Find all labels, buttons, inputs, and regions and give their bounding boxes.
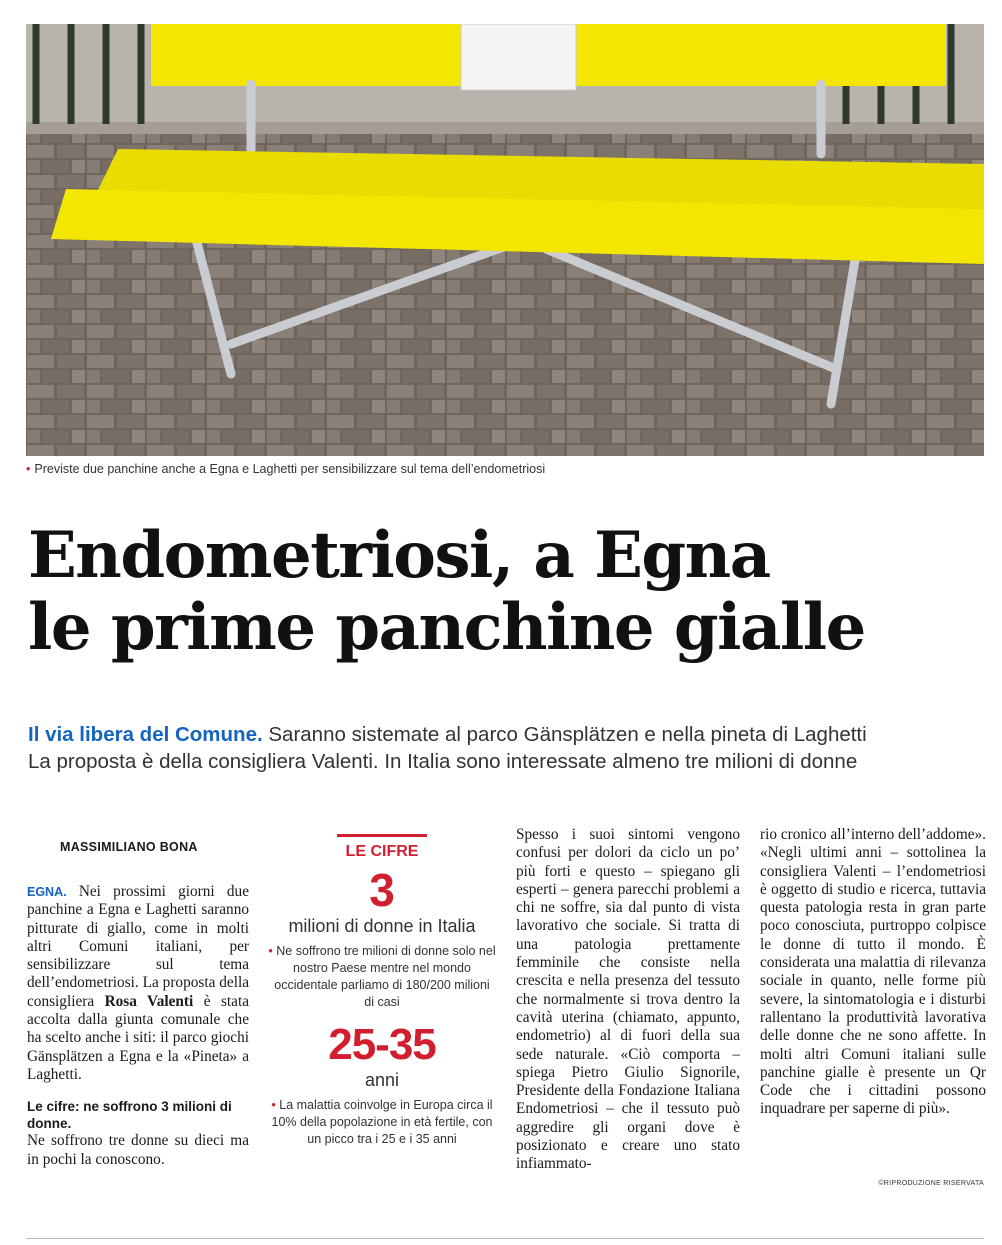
article-column-1	[27, 883, 249, 1169]
article-column-4: rio cronico all’interno dell’addome». «Negli ultimi anni – sottolinea la consigliera Valenti – l’endometriosi è oggetto di studio e ricerca, tuttavia questa patologia resta in gran parte poco conosciuta, purtroppo colpisce le donne di tutto il mondo. È considerata una malattia di rilevanza sociale in quanto, nelle forme più severe, la sintomatologia e i disturbi rallentano la produttività lavorativa delle donne che ne sono affette. In molti altri Comuni italiani sulle panchine gialle è presente un Qr Code che i cittadini possono inquadrare per saperne di più».	[760, 826, 986, 1118]
byline: MASSIMILIANO BONA	[60, 840, 198, 854]
figure-unit-1: milioni di donne in Italia	[288, 916, 476, 936]
subheadline-text-2: La proposta è della consigliera Valenti. In Italia sono interessate almeno tre milioni di donne	[28, 750, 858, 773]
bench-photo	[26, 24, 984, 456]
copyright-notice: ©RIPRODUZIONE RISERVATA	[878, 1180, 984, 1187]
subheadline-lead: Il via libera del Comune.	[28, 723, 263, 746]
headline-line-1: Endometriosi, a Egna	[28, 518, 770, 593]
figure-unit-2: anni	[364, 1070, 400, 1090]
caption-bullet-icon: •	[26, 462, 31, 476]
figures-title: LE CIFRE	[337, 834, 427, 861]
figure-number-1: 3	[369, 864, 395, 916]
figure-note-2	[268, 1097, 496, 1148]
photo-caption	[26, 462, 545, 476]
figures-box	[268, 834, 496, 1148]
article-column-3: Spesso i suoi sintomi vengono confusi per dolori da ciclo un po’ più forti e questo – spiegano gli esperti – genera parecchi problemi a chi ne soffre, sia dal punto di vista lavorativo che sociale. Si tratta di una patologia prettamente femminile che consiste nella crescita e nella presenza del tessuto che normalmente si trova dentro la cavità uterina (chiamato, appunto, endometrio) al di fuori della sua sede naturale. «Ciò comporta – spiega Pietro Giulio Signorile, Presidente della Fondazione Italiana Endometriosi – che il tessuto può aggredire gli organi dove è posizionato e creare uno stato infiammato-	[516, 826, 740, 1173]
article-paragraph-2: Ne soffrono tre donne su dieci ma in pochi la conoscono.	[27, 1132, 249, 1168]
note-bullet-icon: •	[268, 944, 277, 958]
figure-note-2-text: La malattia coinvolge in Europa circa il 10% della popolazione in età fertile, con un picco tra i 25 e i 35 anni	[271, 1098, 493, 1146]
caption-text: Previste due panchine anche a Egna e Laghetti per sensibilizzare sul tema dell’endometriosi	[34, 462, 546, 476]
headline-line-2: le prime panchine gialle	[28, 590, 865, 665]
subheadline	[28, 721, 988, 775]
note-bullet-icon: •	[271, 1098, 280, 1112]
figure-number-2: 25-35	[328, 1020, 436, 1069]
yellow-bench-illustration	[26, 24, 984, 456]
councillor-name: Rosa Valenti	[104, 992, 194, 1010]
headline	[28, 520, 988, 664]
article-paragraph-1b: è stata accolta dalla giunta comunale che ha scelto anche i siti: il parco giochi Gänsplätzen a Egna e la «Pineta» a Laghetti.	[27, 992, 249, 1083]
figure-note-1	[268, 943, 496, 1011]
article-paragraph-1a: Nei prossimi giorni due panchine a Egna e Laghetti saranno pitturate di giallo, come in molti altri Comuni italiani, per sensibilizzare sul tema dell’endometriosi. La proposta della consigliera	[27, 883, 249, 1010]
subheadline-text-1: Saranno sistemate al parco Gänsplätzen e nella pineta di Laghetti	[262, 723, 867, 746]
dateline-place: EGNA.	[27, 885, 67, 899]
bottom-divider	[26, 1238, 984, 1239]
article-subhead: Le cifre: ne soffrono 3 milioni di donne.	[27, 1099, 232, 1132]
figure-note-1-text: Ne soffrono tre milioni di donne solo nel nostro Paese mentre nel mondo occidentale parliamo di 180/200 milioni di casi	[274, 944, 496, 1009]
